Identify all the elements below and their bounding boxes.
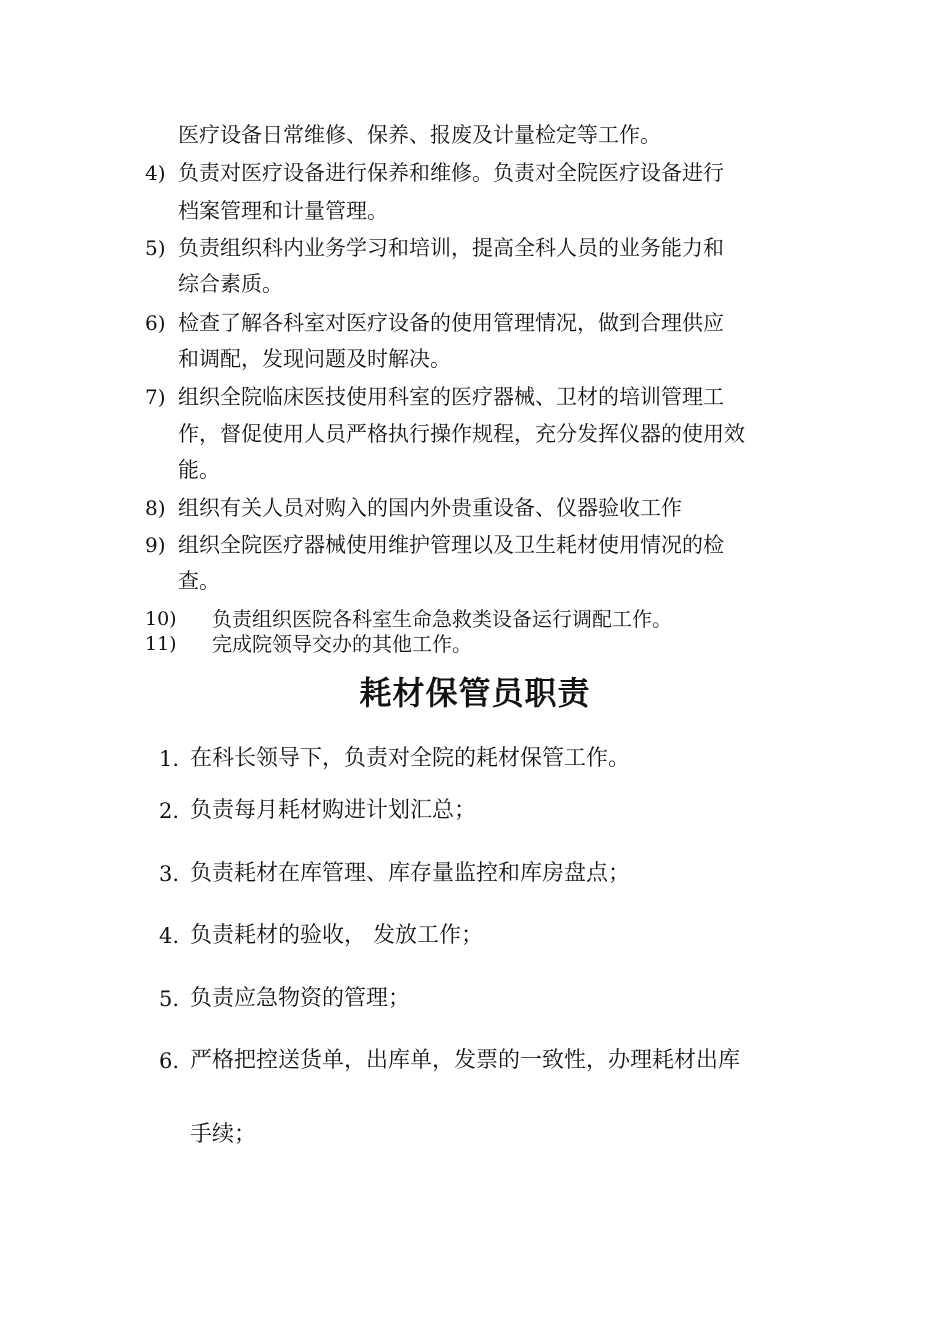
list-item-number: 7) bbox=[145, 385, 166, 409]
section-item-text: 在科长领导下，负责对全院的耗材保管工作。 bbox=[190, 746, 631, 771]
list-item-text: 组织全院医疗器械使用维护管理以及卫生耗材使用情况的检 bbox=[178, 533, 724, 557]
list-item-number: 11) bbox=[145, 633, 177, 655]
list-item-number: 5) bbox=[145, 236, 166, 260]
section-item-text: 手续； bbox=[190, 1122, 257, 1147]
list-item-number: 10) bbox=[145, 608, 177, 630]
list-item-text: 组织全院临床医技使用科室的医疗器械、卫材的培训管理工 bbox=[178, 385, 724, 409]
list-item-number: 9) bbox=[145, 533, 166, 557]
list-item-text: 组织有关人员对购入的国内外贵重设备、仪器验收工作 bbox=[178, 496, 682, 520]
list-item-text: 档案管理和计量管理。 bbox=[178, 199, 388, 223]
section-item-number: 2. bbox=[159, 799, 180, 823]
list-item-text: 负责对医疗设备进行保养和维修。负责对全院医疗设备进行 bbox=[178, 161, 724, 185]
list-item-text: 综合素质。 bbox=[178, 272, 283, 296]
list-item-text: 负责组织医院各科室生命急救类设备运行调配工作。 bbox=[212, 607, 672, 631]
list-item-text: 能。 bbox=[178, 458, 220, 482]
list-item-number: 6) bbox=[145, 311, 166, 335]
list-item-text: 完成院领导交办的其他工作。 bbox=[212, 632, 472, 656]
section-item-number: 6. bbox=[159, 1049, 180, 1073]
list-item-text: 查。 bbox=[178, 569, 220, 593]
list-item-text: 检查了解各科室对医疗设备的使用管理情况，做到合理供应 bbox=[178, 311, 724, 335]
list-item-text: 作，督促使用人员严格执行操作规程，充分发挥仪器的使用效 bbox=[178, 422, 745, 446]
list-continuation-text: 医疗设备日常维修、保养、报废及计量检定等工作。 bbox=[178, 123, 661, 147]
list-item-number: 4) bbox=[145, 161, 166, 185]
section-item-text: 负责耗材的验收， 发放工作； bbox=[190, 923, 483, 948]
list-item-text: 负责组织科内业务学习和培训，提高全科人员的业务能力和 bbox=[178, 236, 724, 260]
list-item-number: 8) bbox=[145, 496, 166, 520]
section-item-text: 负责应急物资的管理； bbox=[190, 986, 411, 1011]
section-item-text: 负责每月耗材购进计划汇总； bbox=[190, 798, 477, 823]
list-item-text: 和调配，发现问题及时解决。 bbox=[178, 347, 451, 371]
section-item-number: 4. bbox=[159, 924, 180, 948]
section-item-text: 负责耗材在库管理、库存量监控和库房盘点； bbox=[190, 861, 631, 886]
section-item-number: 1. bbox=[159, 747, 180, 771]
section-item-number: 3. bbox=[159, 862, 180, 886]
section-title: 耗材保管员职责 bbox=[359, 674, 591, 712]
section-item-number: 5. bbox=[159, 987, 180, 1011]
section-item-text: 严格把控送货单，出库单，发票的一致性，办理耗材出库 bbox=[190, 1048, 741, 1073]
